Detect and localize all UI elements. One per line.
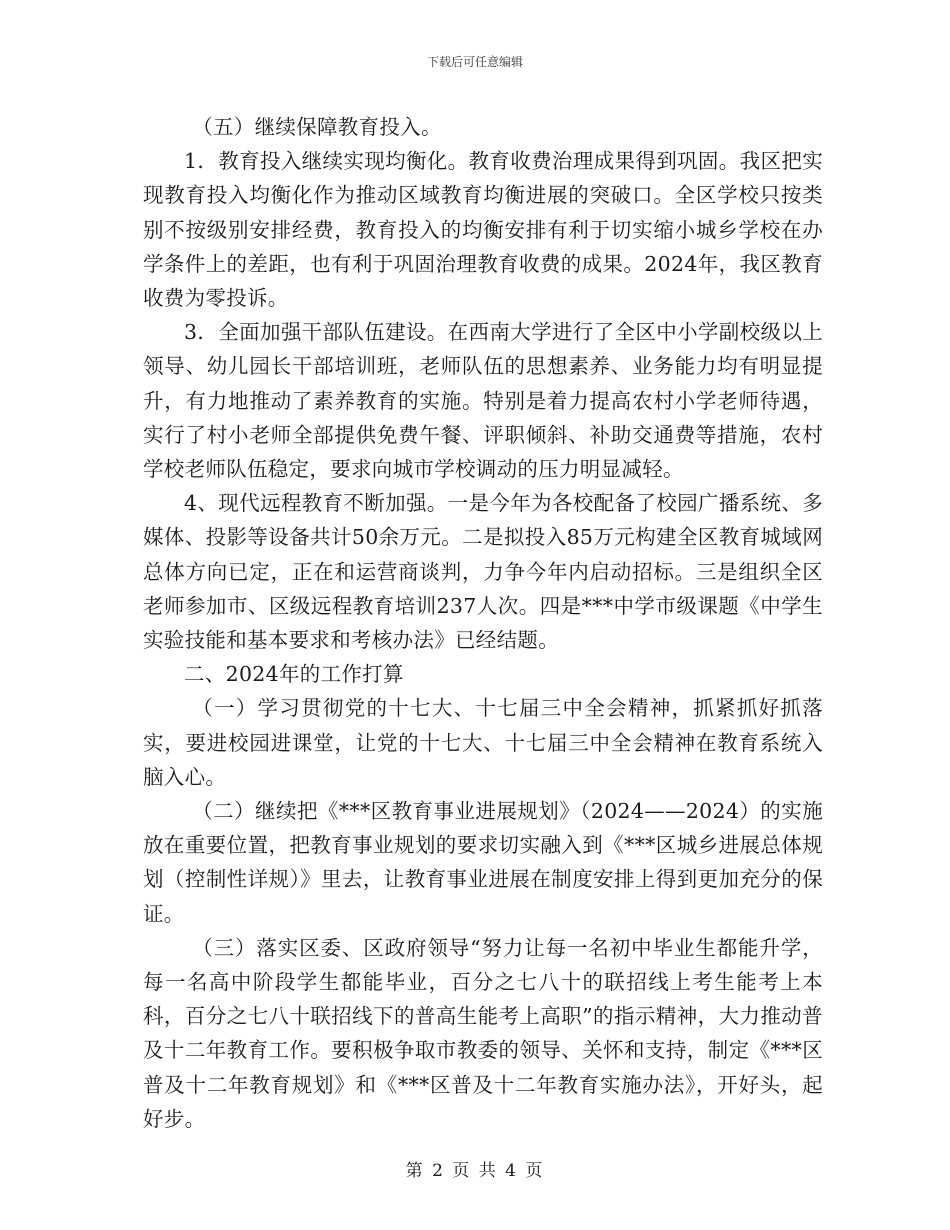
- paragraph-cadre-building: 3．全面加强干部队伍建设。在西南大学进行了全区中小学副校级以上领导、幼儿园长干部培训班，老师队伍的思想素养、业务能力均有明显提升，有力地推动了素养教育的实施。特别是着力提高农村小学老师待遇，实行了村小老师全部提供免费午餐、评职倾斜、补助交通费等措施，农村学校老师队伍稳定，要求向城市学校调动的压力明显减轻。: [143, 320, 823, 482]
- paragraph-remote-education: 4、现代远程教育不断加强。一是今年为各校配备了校园广播系统、多媒体、投影等设备共计50余万元。二是拟投入85万元构建全区教育城域网总体方向已定，正在和运营商谈判，力争今年内启动招标。三是组织全区老师参加市、区级远程教育培训237人次。四是***中学市级课题《中学生实验技能和基本要求和考核办法》已经结题。: [143, 491, 823, 653]
- paragraph-education-investment: 1．教育投入继续实现均衡化。教育收费治理成果得到巩固。我区把实现教育投入均衡化作为推动区域教育均衡进展的突破口。全区学校只按类别不按级别安排经费，教育投入的均衡安排有利于切实缩小城乡学校在办学条件上的差距，也有利于巩固治理教育收费的成果。2024年，我区教育收费为零投诉。: [143, 149, 823, 311]
- paragraph-plan-two: （二）继续把《***区教育事业进展规划》（2024——2024）的实施放在重要位置，把教育事业规划的要求切实融入到《***区城乡进展总体规划（控制性详规）》里去，让教育事业进展在制度安排上得到更加充分的保证。: [143, 799, 823, 926]
- paragraph-plan-one: （一）学习贯彻党的十七大、十七届三中全会精神，抓紧抓好抓落实，要进校园进课堂，让党的十七大、十七届三中全会精神在教育系统入脑入心。: [143, 696, 823, 789]
- document-body: [143, 110, 823, 1136]
- section-heading-work-plan: 二、2024年的工作打算: [184, 662, 404, 687]
- section-heading-five: （五）继续保障教育投入。: [192, 115, 442, 139]
- page-number-footer: 第 2 页 共 4 页: [405, 1161, 545, 1181]
- paragraph-plan-three: （三）落实区委、区政府领导“努力让每一名初中毕业生都能升学，每一名高中阶段学生都能毕业，百分之七八十的联招线上考生能考上本科，百分之七八十联招线下的普高生能考上高职”的指示精神，大力推动普及十二年教育工作。要积极争取市教委的领导、关怀和支持，制定《***区普及十二年教育规划》和《***区普及十二年教育实施办法》，开好头，起好步。: [143, 935, 823, 1131]
- page-header-note: 下载后可任意编辑: [426, 55, 523, 69]
